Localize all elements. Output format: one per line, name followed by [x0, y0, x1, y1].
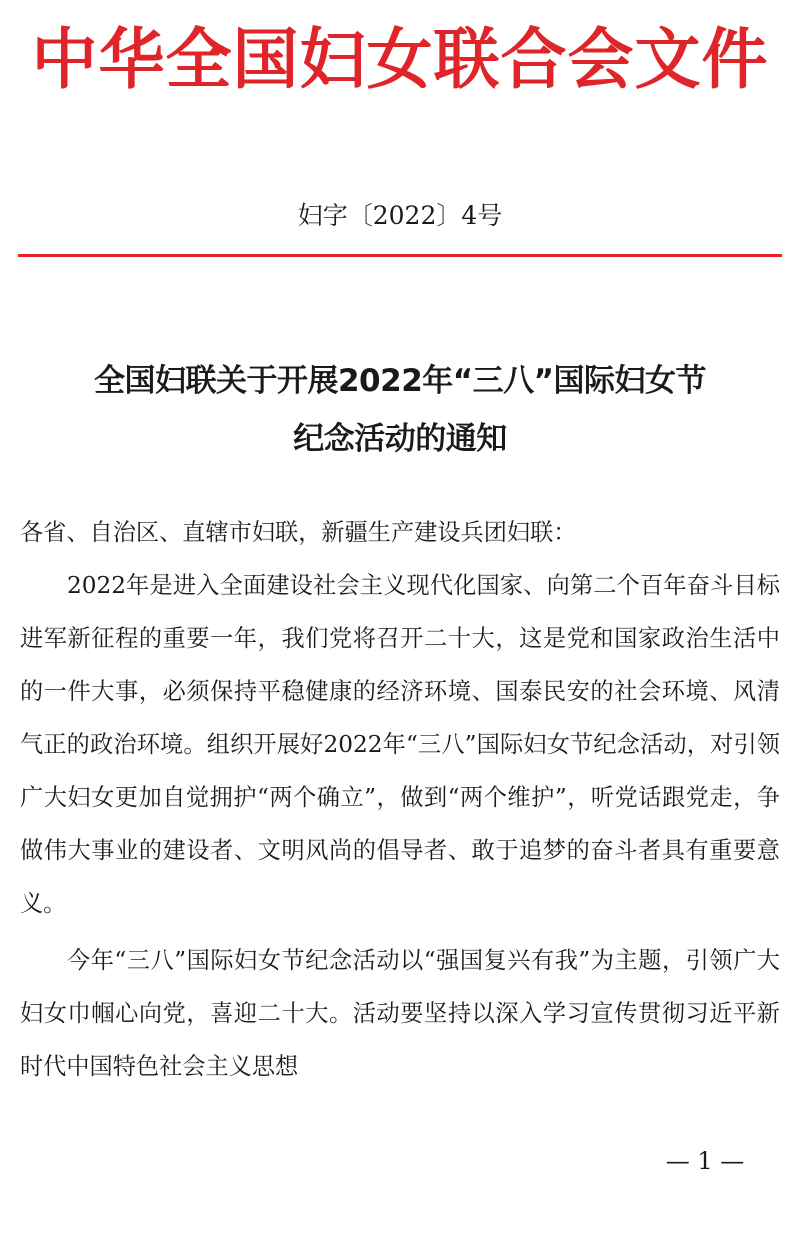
red-divider-line	[18, 254, 782, 257]
document-masthead: 中华全国妇女联合会文件	[31, 21, 769, 98]
notice-body	[20, 506, 780, 1093]
body-paragraph-1: 2022年是进入全面建设社会主义现代化国家、向第二个百年奋斗目标进军新征程的重要一年，我们党将召开二十大，这是党和国家政治生活中的一件大事，必须保持平稳健康的经济环境、国泰民安的社会环境、风清气正的政治环境。组织开展好2022年“三八”国际妇女节纪念活动，对引领广大妇女更加自觉拥护“两个确立”，做到“两个维护”，听党话跟党走，争做伟大事业的建设者、文明风尚的倡导者、敢于追梦的奋斗者具有重要意义。	[20, 572, 780, 917]
salutation: 各省、自治区、直辖市妇联，新疆生产建设兵团妇联：	[20, 519, 577, 546]
notice-title-line-2: 纪念活动的通知	[293, 421, 507, 457]
body-paragraph-2: 今年“三八”国际妇女节纪念活动以“强国复兴有我”为主题，引领广大妇女巾帼心向党，喜迎二十大。活动要坚持以深入学习宣传贯彻习近平新时代中国特色社会主义思想	[20, 947, 780, 1080]
page-number: — 1 —	[665, 1147, 745, 1175]
notice-title	[20, 352, 780, 468]
document-number: 妇字〔2022〕4号	[297, 201, 503, 230]
notice-title-line-1: 全国妇联关于开展2022年“三八”国际妇女节	[93, 363, 707, 399]
